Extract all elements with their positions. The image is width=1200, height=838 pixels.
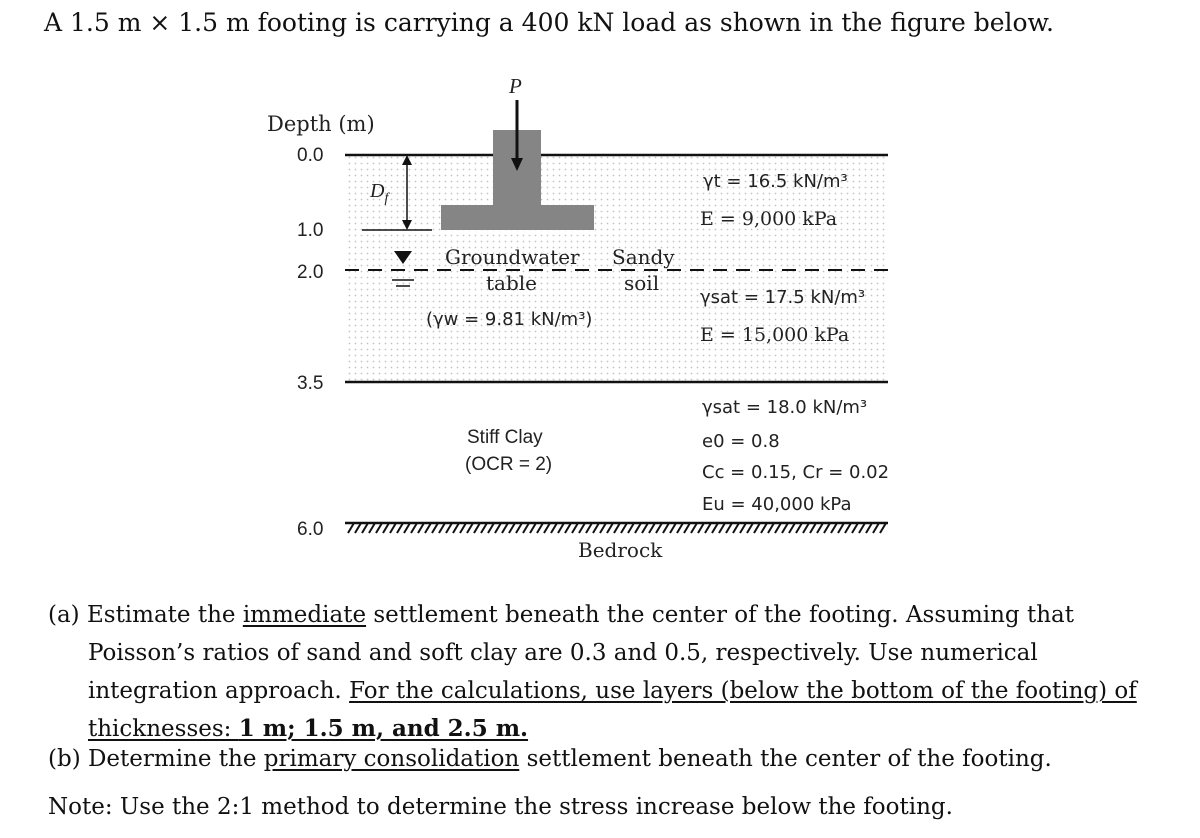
hatch-stroke — [859, 523, 865, 533]
hatch-stroke — [509, 523, 515, 533]
clay-gamma: γsat = 18.0 kN/m³ — [702, 397, 868, 418]
hatch-stroke — [845, 523, 851, 533]
depth-axis-title: Depth (m) — [267, 112, 375, 136]
hatch-stroke — [656, 523, 662, 533]
hatch-stroke — [747, 523, 753, 533]
hatch-stroke — [600, 523, 606, 533]
clay-undrained-modulus: Eu = 40,000 kPa — [702, 494, 852, 515]
hatch-stroke — [544, 523, 550, 533]
hatch-stroke — [838, 523, 844, 533]
hatch-stroke — [712, 523, 718, 533]
hatch-stroke — [495, 523, 501, 533]
hatch-stroke — [572, 523, 578, 533]
hatch-stroke — [817, 523, 823, 533]
hatch-stroke — [362, 523, 368, 533]
hatch-stroke — [740, 523, 746, 533]
hatch-stroke — [516, 523, 522, 533]
hatch-stroke — [418, 523, 424, 533]
hatch-stroke — [768, 523, 774, 533]
depth-1: 1.0 — [297, 220, 324, 241]
hatch-stroke — [796, 523, 802, 533]
bedrock-hatching — [348, 523, 886, 533]
hatch-stroke — [621, 523, 627, 533]
hatch-stroke — [726, 523, 732, 533]
hatch-stroke — [649, 523, 655, 533]
question-b — [48, 746, 1052, 772]
hatch-stroke — [873, 523, 879, 533]
hatch-stroke — [663, 523, 669, 533]
hatch-stroke — [565, 523, 571, 533]
hatch-stroke — [460, 523, 466, 533]
problem-intro: A 1.5 m × 1.5 m footing is carrying a 400 kN load as shown in the figure below. — [44, 8, 1054, 37]
question-a-paragraph — [48, 596, 1158, 748]
clay-label-2: (OCR = 2) — [465, 454, 553, 475]
hatch-stroke — [614, 523, 620, 533]
layer2-modulus: E = 15,000 kPa — [700, 324, 850, 346]
hatch-stroke — [754, 523, 760, 533]
hatch-stroke — [810, 523, 816, 533]
hatch-stroke — [670, 523, 676, 533]
hatch-stroke — [439, 523, 445, 533]
hatch-stroke — [453, 523, 459, 533]
load-label: P — [509, 74, 522, 98]
hatch-stroke — [579, 523, 585, 533]
hatch-stroke — [411, 523, 417, 533]
hatch-stroke — [432, 523, 438, 533]
hatch-stroke — [369, 523, 375, 533]
hatch-stroke — [530, 523, 536, 533]
question-a-text: settlement beneath the center of the footing. Assuming that Poisson’s ratios of sand and soft clay are 0.3 and 0.5, respectively. Use numerical integration approach. — [88, 602, 1074, 704]
hatch-stroke — [684, 523, 690, 533]
sandy-label-2: soil — [624, 271, 660, 295]
hatch-stroke — [775, 523, 781, 533]
depth-2: 2.0 — [297, 262, 324, 283]
hatch-stroke — [761, 523, 767, 533]
depth-0: 0.0 — [297, 145, 324, 166]
hatch-stroke — [537, 523, 543, 533]
hatch-stroke — [831, 523, 837, 533]
hatch-stroke — [691, 523, 697, 533]
hatch-stroke — [705, 523, 711, 533]
hatch-stroke — [719, 523, 725, 533]
hatch-stroke — [446, 523, 452, 533]
groundwater-label-1: Groundwater — [445, 245, 580, 269]
hatch-stroke — [348, 523, 354, 533]
sandy-label-1: Sandy — [612, 245, 675, 269]
hatch-stroke — [558, 523, 564, 533]
hatch-stroke — [733, 523, 739, 533]
question-b-underlined: primary consolidation — [263, 746, 520, 772]
question-b-suffix: settlement beneath the center of the footing. — [519, 746, 1052, 772]
hatch-stroke — [803, 523, 809, 533]
df-label: $D_f$ — [370, 180, 389, 206]
depth-6: 6.0 — [297, 519, 324, 540]
hatch-stroke — [425, 523, 431, 533]
hatch-stroke — [481, 523, 487, 533]
hatch-stroke — [824, 523, 830, 533]
hatch-stroke — [677, 523, 683, 533]
hatch-stroke — [551, 523, 557, 533]
hatch-stroke — [635, 523, 641, 533]
bedrock-label: Bedrock — [578, 538, 663, 562]
layer2-gamma: γsat = 17.5 kN/m³ — [700, 287, 866, 308]
clay-label-1: Stiff Clay — [467, 427, 543, 448]
hatch-stroke — [390, 523, 396, 533]
hatch-stroke — [355, 523, 361, 533]
question-a — [48, 596, 1158, 748]
hatch-stroke — [593, 523, 599, 533]
hatch-stroke — [397, 523, 403, 533]
hatch-stroke — [376, 523, 382, 533]
hatch-stroke — [628, 523, 634, 533]
clay-compression-indices: Cc = 0.15, Cr = 0.02 — [702, 462, 890, 483]
hatch-stroke — [523, 523, 529, 533]
hatch-stroke — [502, 523, 508, 533]
hatch-stroke — [642, 523, 648, 533]
hatch-stroke — [866, 523, 872, 533]
hatch-stroke — [383, 523, 389, 533]
hatch-stroke — [586, 523, 592, 533]
hatch-stroke — [467, 523, 473, 533]
hatch-stroke — [789, 523, 795, 533]
hatch-stroke — [880, 523, 886, 533]
hatch-stroke — [404, 523, 410, 533]
hatch-stroke — [782, 523, 788, 533]
question-a-layers: For the calculations, use layers (below the bottom of the footing) of thicknesses: 1 m; 1.5 m, and 2.5 m. — [88, 678, 1137, 742]
clay-void-ratio: e0 = 0.8 — [702, 431, 780, 452]
hatch-stroke — [488, 523, 494, 533]
layer1-modulus: E = 9,000 kPa — [700, 208, 838, 230]
question-a-immediate: immediate — [242, 602, 367, 628]
footing-base — [441, 205, 594, 230]
layer1-gamma: γt = 16.5 kN/m³ — [703, 171, 848, 192]
hatch-stroke — [474, 523, 480, 533]
hatch-stroke — [607, 523, 613, 533]
question-a-prefix: (a) Estimate the — [48, 602, 243, 628]
depth-3-5: 3.5 — [297, 373, 324, 394]
hatch-stroke — [698, 523, 704, 533]
groundwater-label-2: table — [486, 271, 537, 295]
question-b-prefix: (b) Determine the — [48, 746, 264, 772]
hatch-stroke — [852, 523, 858, 533]
gamma-water-label: (γw = 9.81 kN/m³) — [426, 309, 593, 330]
note: Note: Use the 2:1 method to determine the stress increase below the footing. — [48, 794, 953, 820]
